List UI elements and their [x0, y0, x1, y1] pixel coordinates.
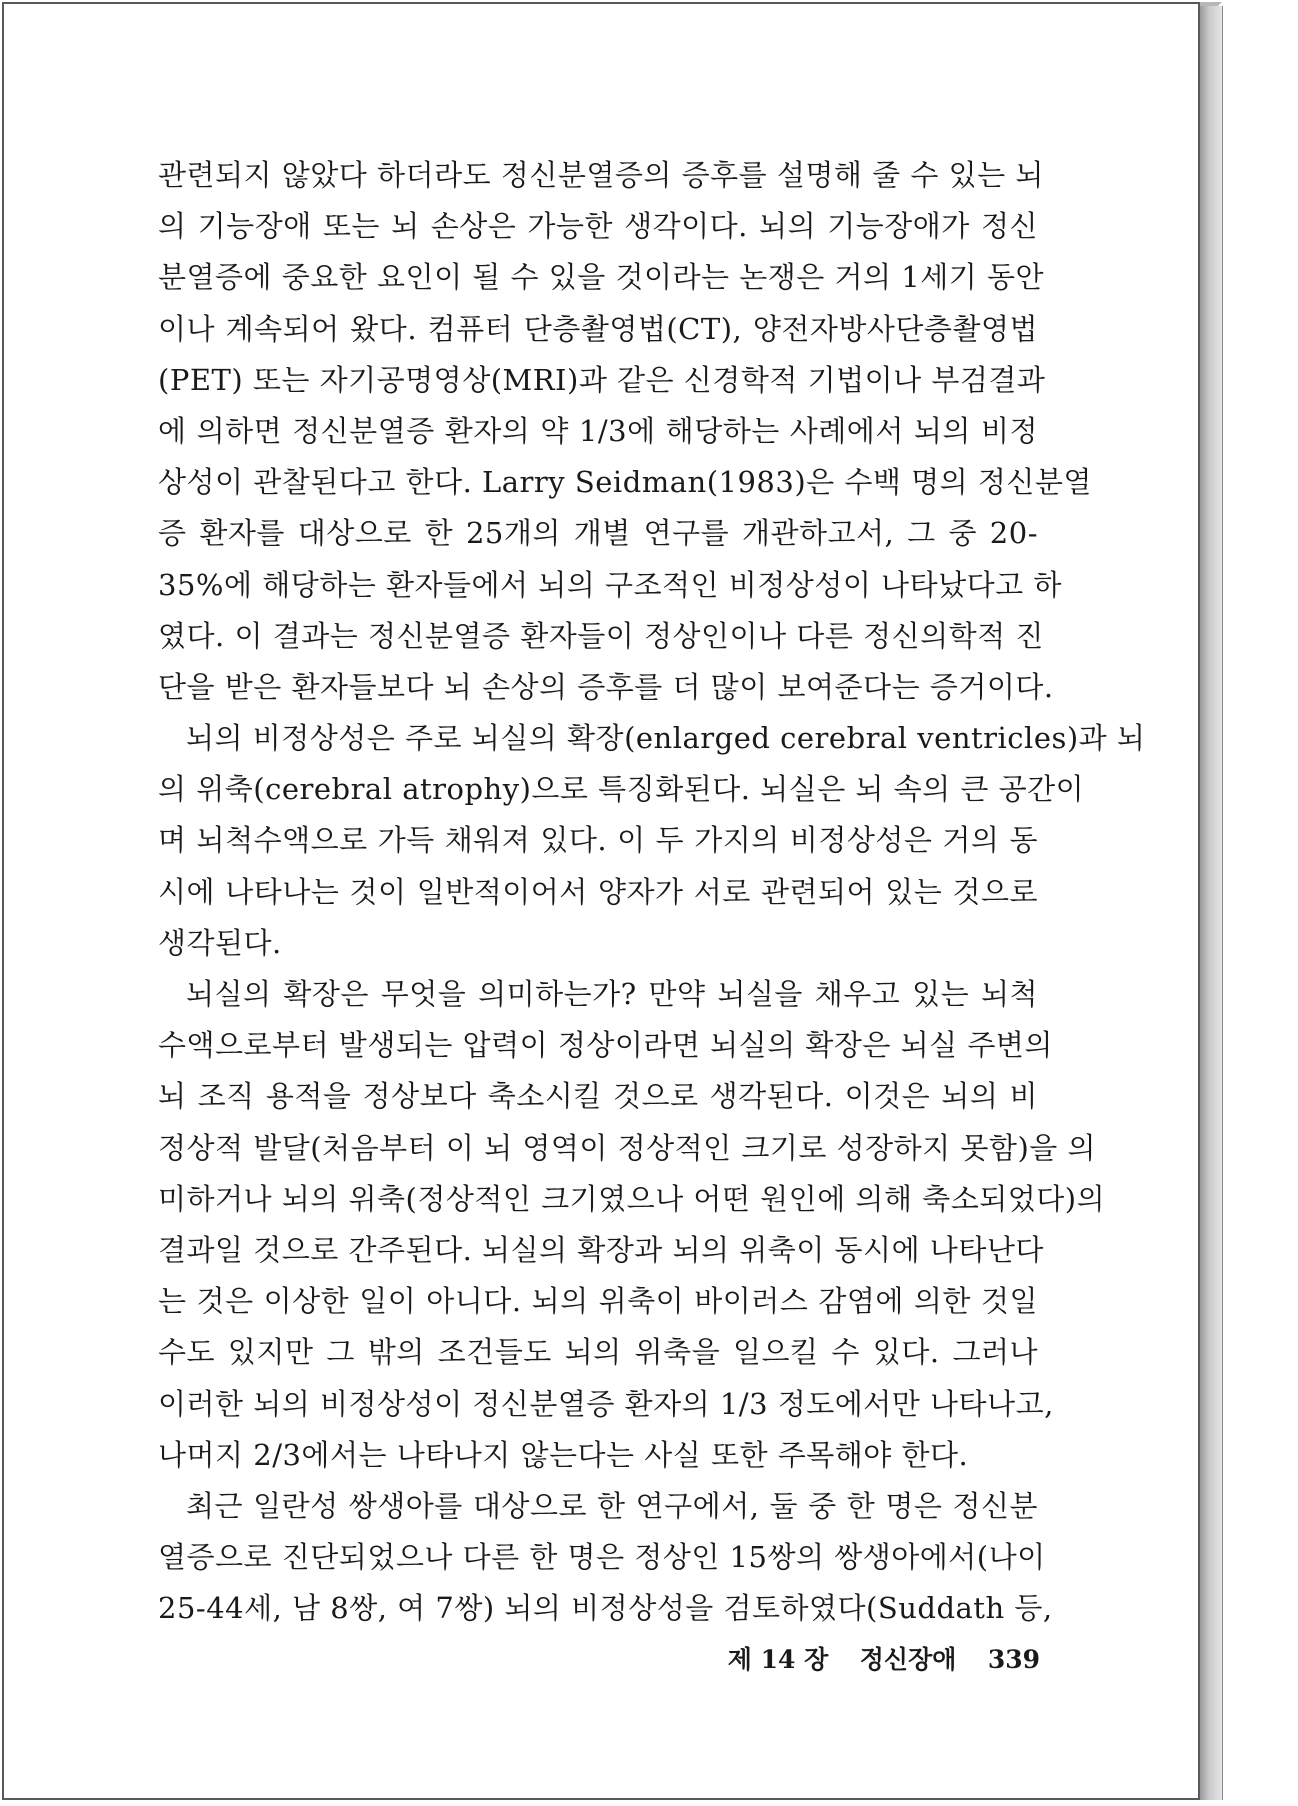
text-line: 뇌의 비정상성은 주로 뇌실의 확장(enlarged cerebral ventricles)과 뇌	[186, 721, 1146, 756]
text-line: 결과일 것으로 간주된다. 뇌실의 확장과 뇌의 위축이 동시에 나타난다	[158, 1232, 1044, 1267]
chapter-title: 정신장애	[859, 1645, 957, 1674]
text-line: 나머지 2/3에서는 나타나지 않는다는 사실 또한 주목해야 한다.	[158, 1437, 969, 1472]
paragraph-1	[158, 150, 1092, 713]
text-line: 이나 계속되어 왔다. 컴퓨터 단층촬영법(CT), 양전자방사단층촬영법	[158, 311, 1038, 346]
body-text	[158, 150, 1146, 1634]
text-line: 35%에 해당하는 환자들에서 뇌의 구조적인 비정상성이 나타났다고 하	[158, 567, 1062, 602]
text-line: 분열증에 중요한 요인이 될 수 있을 것이라는 논쟁은 거의 1세기 동안	[158, 260, 1045, 295]
text-line: 이러한 뇌의 비정상성이 정신분열증 환자의 1/3 정도에서만 나타나고,	[158, 1386, 1054, 1421]
text-line: 였다. 이 결과는 정신분열증 환자들이 정상인이나 다른 정신의학적 진	[158, 618, 1044, 653]
text-line: (PET) 또는 자기공명영상(MRI)과 같은 신경학적 기법이나 부검결과	[158, 362, 1046, 397]
paragraph-2	[158, 713, 1146, 969]
text-line: 최근 일란성 쌍생아를 대상으로 한 연구에서, 둘 중 한 명은 정신분	[186, 1488, 1038, 1523]
paragraph-4	[158, 1481, 1053, 1635]
text-line: 뇌실의 확장은 무엇을 의미하는가? 만약 뇌실을 채우고 있는 뇌척	[186, 977, 1038, 1011]
text-line: 시에 나타나는 것이 일반적이어서 양자가 서로 관련되어 있는 것으로	[158, 874, 1038, 909]
text-line: 생각된다.	[158, 925, 282, 960]
text-line: 며 뇌척수액으로 가득 채워져 있다. 이 두 가지의 비정상성은 거의 동	[158, 823, 1038, 858]
running-footer	[710, 1640, 1040, 1676]
chapter-prefix: 제	[727, 1645, 752, 1674]
text-line: 열증으로 진단되었으나 다른 한 명은 정상인 15쌍의 쌍생아에서(나이	[158, 1540, 1046, 1575]
text-line: 25-44세, 남 8쌍, 여 7쌍) 뇌의 비정상성을 검토하였다(Suddath 등,	[158, 1591, 1053, 1626]
text-line: 상성이 관찰된다고 한다. Larry Seidman(1983)은 수백 명의 정신분열	[158, 465, 1092, 500]
text-line: 단을 받은 환자들보다 뇌 손상의 증후를 더 많이 보여준다는 증거이다.	[158, 669, 1054, 704]
text-line: 수액으로부터 발생되는 압력이 정상이라면 뇌실의 확장은 뇌실 주변의	[158, 1028, 1053, 1063]
text-line: 정상적 발달(처음부터 이 뇌 영역이 정상적인 크기로 성장하지 못함)을 의	[158, 1130, 1096, 1165]
text-line: 증 환자를 대상으로 한 25개의 개별 연구를 개관하고서, 그 중 20-	[158, 516, 1038, 551]
text-line: 에 의하면 정신분열증 환자의 약 1/3에 해당하는 사례에서 뇌의 비정	[158, 413, 1038, 448]
paragraph-3	[158, 969, 1106, 1481]
chapter-number: 14	[760, 1645, 796, 1674]
text-line: 뇌 조직 용적을 정상보다 축소시킬 것으로 생각된다. 이것은 뇌의 비	[158, 1079, 1038, 1114]
text-line: 미하거나 뇌의 위축(정상적인 크기였으나 어떤 원인에 의해 축소되었다)의	[158, 1181, 1106, 1216]
text-line: 는 것은 이상한 일이 아니다. 뇌의 위축이 바이러스 감염에 의한 것일	[158, 1284, 1038, 1319]
page-curl-edge	[1200, 6, 1223, 1800]
page-number: 339	[987, 1645, 1040, 1674]
text-line: 관련되지 않았다 하더라도 정신분열증의 증후를 설명해 줄 수 있는 뇌	[158, 158, 1044, 192]
text-line: 의 위축(cerebral atrophy)으로 특징화된다. 뇌실은 뇌 속의 큰 공간이	[158, 772, 1085, 807]
chapter-suffix: 장	[804, 1645, 829, 1674]
text-line: 수도 있지만 그 밖의 조건들도 뇌의 위축을 일으킬 수 있다. 그러나	[158, 1335, 1038, 1370]
text-line: 의 기능장애 또는 뇌 손상은 가능한 생각이다. 뇌의 기능장애가 정신	[158, 209, 1038, 244]
